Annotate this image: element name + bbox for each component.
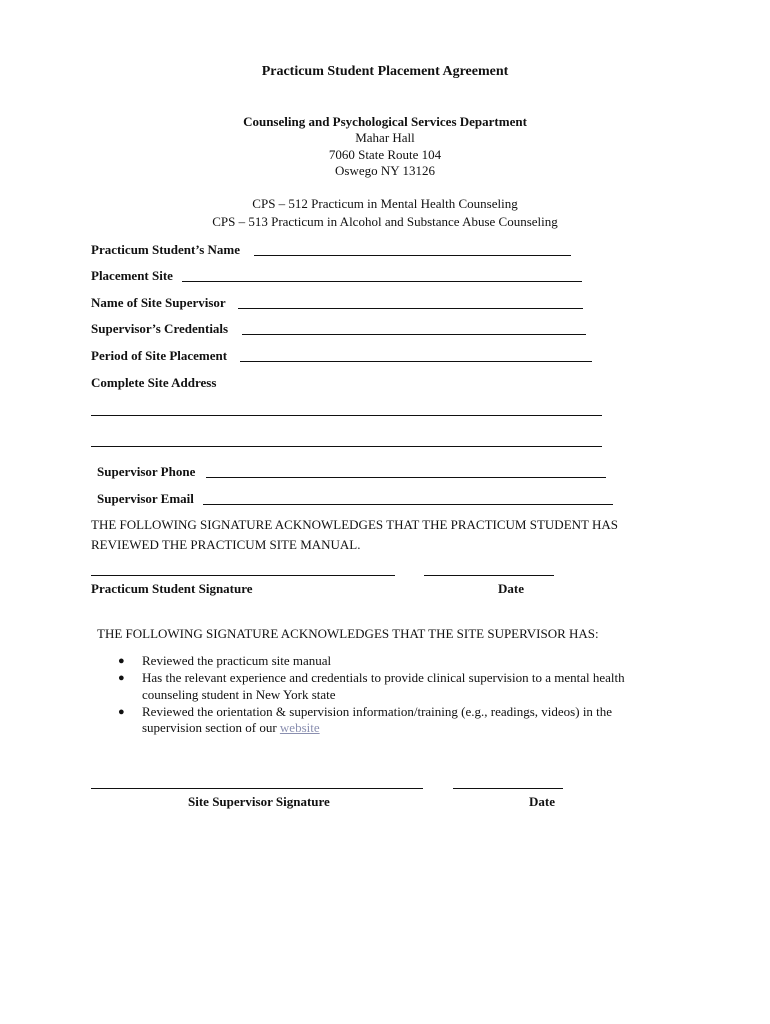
bullet-orientation-text: supervision section of our bbox=[142, 720, 280, 735]
placement-site-label: Placement Site bbox=[91, 268, 173, 283]
bullet-icon: ● bbox=[118, 672, 125, 684]
email-line[interactable] bbox=[203, 504, 613, 505]
department-street: 7060 State Route 104 bbox=[328, 147, 442, 162]
bullet-icon: ● bbox=[118, 655, 125, 667]
address-line-1[interactable] bbox=[91, 415, 602, 416]
supervisor-ack-heading: THE FOLLOWING SIGNATURE ACKNOWLEDGES THAT THE SITE SUPERVISOR HAS: bbox=[97, 626, 599, 641]
department-city: Oswego NY 13126 bbox=[335, 163, 435, 178]
email-label: Supervisor Email bbox=[97, 491, 194, 506]
student-signature-line[interactable] bbox=[91, 575, 395, 576]
student-date-label: Date bbox=[498, 581, 524, 596]
supervisor-signature-line[interactable] bbox=[91, 788, 423, 789]
bullet-orientation-line-2 bbox=[142, 720, 320, 736]
course-513: CPS – 513 Practicum in Alcohol and Substance Abuse Counseling bbox=[212, 214, 558, 229]
bullet-experience-line-1: Has the relevant experience and credentials to provide clinical supervision to a mental health bbox=[142, 670, 625, 685]
period-label: Period of Site Placement bbox=[91, 348, 228, 363]
credentials-label: Supervisor’s Credentials bbox=[91, 321, 229, 336]
department-name: Counseling and Psychological Services Department bbox=[243, 114, 527, 129]
course-512: CPS – 512 Practicum in Mental Health Counseling bbox=[252, 196, 518, 211]
site-supervisor-line[interactable] bbox=[238, 308, 583, 309]
address-line-2[interactable] bbox=[91, 446, 602, 447]
supervisor-signature-label: Site Supervisor Signature bbox=[188, 794, 330, 809]
document-title: Practicum Student Placement Agreement bbox=[261, 64, 509, 79]
address-label: Complete Site Address bbox=[91, 375, 217, 390]
supervisor-date-label: Date bbox=[529, 794, 555, 809]
period-line[interactable] bbox=[240, 361, 592, 362]
website-link[interactable]: website bbox=[279, 720, 320, 735]
student-signature-label: Practicum Student Signature bbox=[91, 581, 253, 596]
phone-label: Supervisor Phone bbox=[97, 464, 196, 479]
bullet-reviewed-manual: Reviewed the practicum site manual bbox=[142, 653, 332, 668]
student-ack-line-1: THE FOLLOWING SIGNATURE ACKNOWLEDGES THAT THE PRACTICUM STUDENT HAS bbox=[91, 517, 618, 532]
site-supervisor-label: Name of Site Supervisor bbox=[91, 295, 226, 310]
student-name-line[interactable] bbox=[254, 255, 571, 256]
placement-site-line[interactable] bbox=[182, 281, 582, 282]
supervisor-date-line[interactable] bbox=[453, 788, 563, 789]
bullet-experience-line-2: counseling student in New York state bbox=[142, 687, 336, 702]
credentials-line[interactable] bbox=[242, 334, 586, 335]
student-ack-line-2: REVIEWED THE PRACTICUM SITE MANUAL. bbox=[91, 537, 361, 552]
phone-line[interactable] bbox=[206, 477, 606, 478]
student-date-line[interactable] bbox=[424, 575, 554, 576]
student-name-label: Practicum Student’s Name bbox=[91, 242, 240, 257]
bullet-icon: ● bbox=[118, 706, 125, 718]
bullet-orientation-line-1: Reviewed the orientation & supervision information/training (e.g., readings, videos) in the bbox=[142, 704, 613, 719]
department-building: Mahar Hall bbox=[355, 130, 415, 145]
